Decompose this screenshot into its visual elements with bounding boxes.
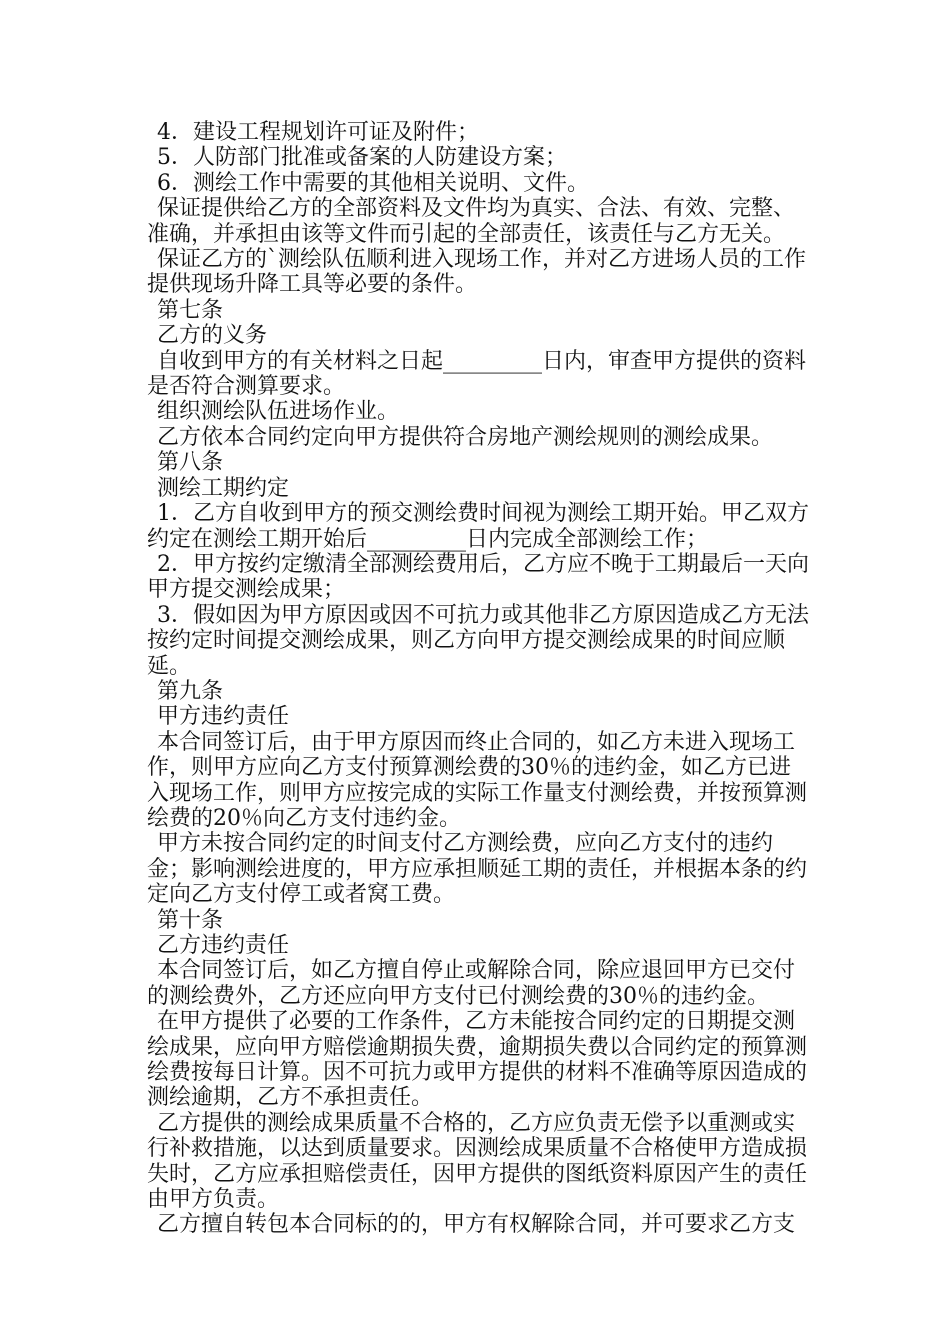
paragraph-schedule-1: 1．乙方自收到甲方的预交测绘费时间视为测绘工期开始。甲乙双方约定在测绘工期开始后_________日内完成全部测绘工作； [147, 501, 809, 552]
article-9-title: 甲方违约责任 [157, 704, 290, 730]
paragraph-party-b-delay: 在甲方提供了必要的工作条件，乙方未能按合同约定的日期提交测绘成果，应向甲方赔偿逾期损失费，逾期损失费以合同约定的预算测绘费按每日计算。因不可抗力或甲方提供的材料不准确等原因造成的测绘逾期，乙方不承担责任。 [147, 1009, 808, 1111]
paragraph-schedule-3: 3．假如因为甲方原因或因不可抗力或其他非乙方原因造成乙方无法按约定时间提交测绘成果，则乙方向甲方提交测绘成果的时间应顺延。 [147, 602, 809, 679]
paragraph-item-5: 5．人防部门批准或备案的人防建设方案； [157, 145, 567, 171]
paragraph-provide-results: 乙方依本合同约定向甲方提供符合房地产测绘规则的测绘成果。 [157, 424, 774, 450]
paragraph-party-a-late-payment: 甲方未按合同约定的时间支付乙方测绘费，应向乙方支付的违约金；影响测绘进度的，甲方应承担顺延工期的责任，并根据本条的约定向乙方支付停工或者窝工费。 [147, 831, 808, 908]
paragraph-schedule-2: 2．甲方按约定缴清全部测绘费用后，乙方应不晚于工期最后一天向甲方提交测绘成果； [147, 551, 809, 603]
article-8-title: 测绘工期约定 [157, 475, 290, 501]
article-10-title: 乙方违约责任 [157, 933, 290, 958]
paragraph-review-materials: 自收到甲方的有关材料之日起_________日内，审查甲方提供的资料是否符合测算要求。 [147, 348, 807, 400]
article-10-heading: 第十条 [157, 907, 224, 933]
article-7-heading: 第七条 [157, 297, 224, 323]
paragraph-party-b-subcontract: 乙方擅自转包本合同标的的，甲方有权解除合同，并可要求乙方支 [157, 1212, 796, 1238]
paragraph-guarantee-access: 保证乙方的`测绘队伍顺利进入现场工作，并对乙方进场人员的工作提供现场升降工具等必要的条件。 [147, 247, 807, 298]
paragraph-party-b-quality: 乙方提供的测绘成果质量不合格的，乙方应负责无偿予以重测或实行补救措施，以达到质量要求。因测绘成果质量不合格使甲方造成损失时，乙方应承担赔偿责任，因甲方提供的图纸资料原因产生的责任由甲方负责。 [147, 1110, 808, 1213]
article-8-heading: 第八条 [157, 450, 224, 476]
article-9-heading: 第九条 [157, 678, 224, 704]
paragraph-guarantee-materials: 保证提供给乙方的全部资料及文件均为真实、合法、有效、完整、准确，并承担由该等文件而引起的全部责任，该责任与乙方无关。 [147, 196, 796, 247]
paragraph-party-b-termination: 本合同签订后，如乙方擅自停止或解除合同，除应退回甲方已交付的测绘费外，乙方还应向甲方支付已付测绘费的30％的违约金。 [147, 958, 796, 1009]
document-body [147, 120, 812, 1238]
paragraph-item-6: 6．测绘工作中需要的其他相关说明、文件。 [157, 170, 589, 196]
paragraph-item-4: 4．建设工程规划许可证及附件； [157, 120, 479, 145]
paragraph-organize-team: 组织测绘队伍进场作业。 [157, 399, 400, 425]
paragraph-party-a-termination: 本合同签订后，由于甲方原因而终止合同的，如乙方未进入现场工作，则甲方应向乙方支付预算测绘费的30％的违约金，如乙方已进入现场工作，则甲方应按完成的实际工作量支付测绘费，并按预算测绘费的20％向乙方支付违约金。 [147, 729, 808, 831]
article-7-title: 乙方的义务 [157, 323, 268, 349]
